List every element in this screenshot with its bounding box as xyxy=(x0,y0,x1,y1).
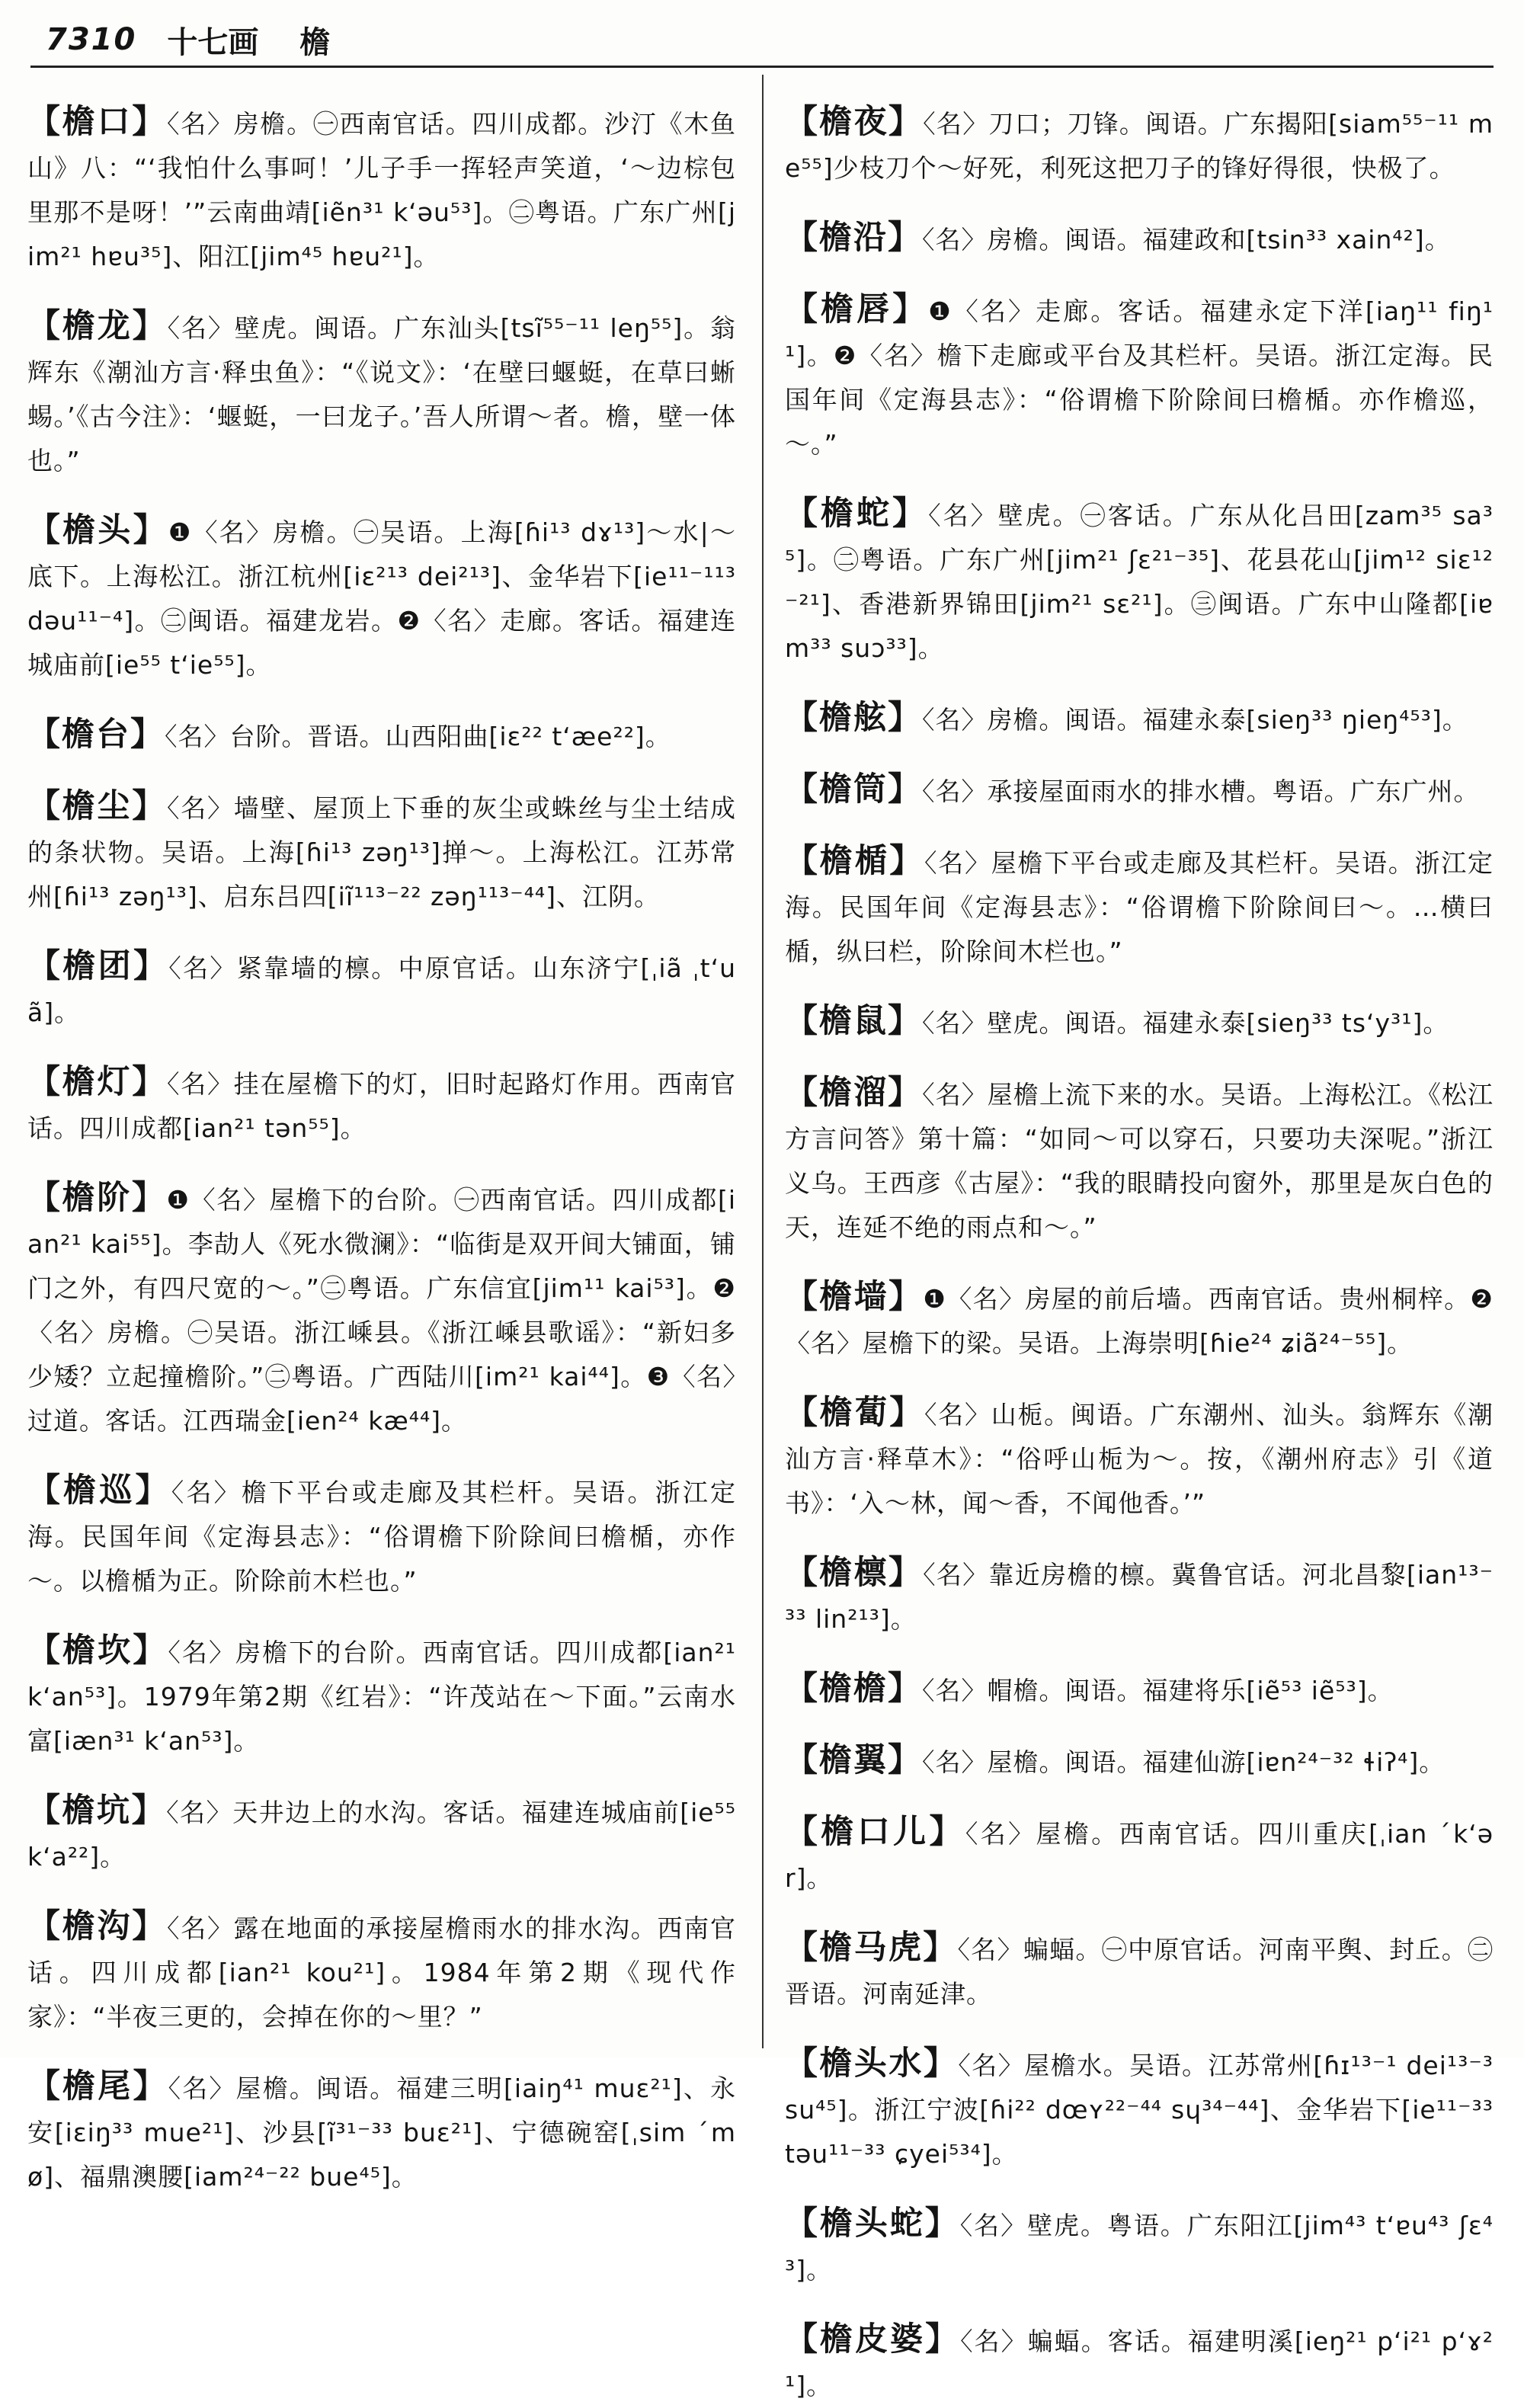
entry-definition: ❶〈名〉走廊。客话。福建永定下洋[iaŋ¹¹ fiŋ¹¹]。❷〈名〉檐下走廊或平台及其栏杆。吴语。浙江定海。民国年间《定海县志》：“俗谓檐下阶除间曰檐楯。亦作檐巡，～。” xyxy=(785,296,1494,459)
head-character: 檐 xyxy=(299,24,331,60)
entry-definition: 〈名〉露在地面的承接屋檐雨水的排水沟。西南官话。四川成都[ian²¹ kou²¹]。1984年第2期《现代作家》：“半夜三更的，会掉在你的～里？” xyxy=(27,1913,737,2032)
entry-definition: 〈名〉屋檐上流下来的水。吴语。上海松江。《松江方言问答》第十篇：“如同～可以穿石，只要功夫深呢。”浙江义乌。王西彦《古屋》：“我的眼睛投向窗外，那里是灰白色的天，连延不绝的雨点和～。” xyxy=(785,1080,1494,1242)
entry-definition: 〈名〉蝙蝠。㊀中原官话。河南平舆、封丘。㊁晋语。河南延津。 xyxy=(785,1935,1494,2009)
entry-definition: ❶〈名〉房檐。㊀吴语。上海[ɦi¹³ dɤ¹³]～水|～底下。上海松江。浙江杭州[iɛ²¹³ dei²¹³]、金华岩下[ie¹¹⁻¹¹³ dəu¹¹⁻⁴]。㊁闽语。福建龙岩。❷〈名〉走廊。客话。福建连城庙前[ie⁵⁵ t‘ie⁵⁵]。 xyxy=(27,517,737,680)
entry-headword: 【檐翼】 xyxy=(785,1741,922,1779)
dictionary-entry xyxy=(27,1468,736,1603)
dictionary-entry xyxy=(27,944,736,1035)
entry-headword: 【檐楯】 xyxy=(785,842,924,880)
entry-definition: 〈名〉房檐。㊀西南官话。四川成都。沙汀《木鱼山》八：“‘我怕什么事呵！’儿子手一挥轻声笑道，‘～边棕包里那不是呀！’”云南曲靖[iẽn³¹ k‘əu⁵³]。㊁粤语。广东广州[jim²¹ hɐu³⁵]、阳江[jim⁴⁵ hɐu²¹]。 xyxy=(27,109,737,271)
entry-definition: 〈名〉屋檐。闽语。福建三明[iaiŋ⁴¹ muɛ²¹]、永安[iɛiŋ³³ mue²¹]、沙县[ĩ³¹⁻³³ buɛ²¹]、宁德碗窑[ˌsim ˊmø]、福鼎澳腰[iam²⁴⁻²² bue⁴⁵]。 xyxy=(27,2073,736,2192)
entry-headword: 【檐坑】 xyxy=(27,1792,167,1830)
dictionary-entry xyxy=(785,1275,1494,1366)
entry-definition: 〈名〉房檐。闽语。福建政和[tsin³³ xain⁴²]。 xyxy=(922,225,1451,255)
entry-definition: 〈名〉挂在屋檐下的灯，旧时起路灯作用。西南官话。四川成都[ian²¹ tən⁵⁵]。 xyxy=(27,1069,737,1143)
entry-headword: 【檐头蛇】 xyxy=(785,2205,960,2243)
dictionary-entry xyxy=(785,1551,1494,1641)
entry-definition: 〈名〉台阶。晋语。山西阳曲[iɛ²² t‘æe²²]。 xyxy=(165,722,671,751)
entry-headword: 【檐唇】 xyxy=(785,290,929,328)
dictionary-entry xyxy=(785,839,1494,974)
dictionary-entry xyxy=(27,1788,736,1879)
entry-definition: ❶〈名〉房屋的前后墙。西南官话。贵州桐梓。❷〈名〉屋檐下的梁。吴语。上海崇明[ɦie²⁴ ʑiã²⁴⁻⁵⁵]。 xyxy=(785,1284,1494,1358)
dictionary-entry xyxy=(27,1176,736,1443)
entry-headword: 【檐皮婆】 xyxy=(785,2320,961,2358)
dictionary-entry xyxy=(785,2041,1494,2176)
entry-headword: 【檐灯】 xyxy=(27,1063,167,1101)
entry-definition: 〈名〉屋檐。闽语。福建仙游[iɐn²⁴⁻³² ɬiʔ⁴]。 xyxy=(922,1747,1446,1777)
entry-definition: 〈名〉屋檐下平台或走廊及其栏杆。吴语。浙江定海。民国年间《定海县志》：“俗谓檐下阶除间曰～。…横曰楯，纵曰栏，阶除间木栏也。” xyxy=(785,848,1494,966)
entry-headword: 【檐尘】 xyxy=(27,787,167,825)
entry-headword: 【檐台】 xyxy=(27,716,165,754)
dictionary-entry xyxy=(785,1926,1494,2016)
entry-definition: 〈名〉房檐。闽语。福建永泰[sieŋ³³ ŋieŋ⁴⁵³]。 xyxy=(922,705,1468,735)
entry-headword: 【檐团】 xyxy=(27,947,169,985)
entry-definition: 〈名〉壁虎。㊀客话。广东从化吕田[zam³⁵ sa³⁵]。㊁粤语。广东广州[jim²¹ ʃɛ²¹⁻³⁵]、花县花山[jim¹² siɛ¹²⁻²¹]、香港新界锦田[jim²¹ sɛ²¹]。㊂闽语。广东中山隆都[iɐm³³ suɔ³³]。 xyxy=(785,501,1494,663)
entry-headword: 【檐马虎】 xyxy=(785,1929,958,1967)
dictionary-entry xyxy=(785,100,1494,191)
entry-headword: 【檐巡】 xyxy=(27,1471,171,1510)
dictionary-entry xyxy=(27,712,736,759)
entry-definition: 〈名〉刀口；刀锋。闽语。广东揭阳[siam⁵⁵⁻¹¹ me⁵⁵]少枝刀个～好死，利死这把刀子的锋好得很，快极了。 xyxy=(785,109,1494,183)
entry-headword: 【檐鼠】 xyxy=(785,1002,922,1040)
dictionary-entry xyxy=(27,304,736,483)
entry-headword: 【檐尾】 xyxy=(27,2067,168,2105)
entry-headword: 【檐檩】 xyxy=(785,1554,924,1592)
left-column xyxy=(27,75,737,2192)
dictionary-entry xyxy=(785,2317,1494,2408)
header-rule xyxy=(30,66,1494,68)
dictionary-entry xyxy=(27,100,736,279)
dictionary-entry xyxy=(785,287,1494,466)
dictionary-entry xyxy=(785,696,1494,742)
entry-definition: 〈名〉房檐下的台阶。西南官话。四川成都[ian²¹ k‘an⁵³]。1979年第2期《红岩》：“许茂站在～下面。”云南水富[iæn³¹ k‘an⁵³]。 xyxy=(27,1638,737,1756)
dictionary-entry xyxy=(785,1071,1494,1250)
dictionary-entry xyxy=(785,216,1494,262)
entry-headword: 【檐头水】 xyxy=(785,2045,959,2083)
dictionary-entry xyxy=(785,1391,1494,1526)
entry-headword: 【檐坎】 xyxy=(27,1631,168,1670)
entry-headword: 【檐阶】 xyxy=(27,1179,167,1217)
entry-headword: 【檐沿】 xyxy=(785,219,922,257)
entry-definition: 〈名〉壁虎。粤语。广东阳江[jim⁴³ t‘ɐu⁴³ ʃɛ⁴³]。 xyxy=(785,2211,1494,2285)
dictionary-entry xyxy=(785,1810,1494,1900)
entry-definition: 〈名〉靠近房檐的檩。冀鲁官话。河北昌黎[ian¹³⁻³³ lin²¹³]。 xyxy=(785,1560,1494,1634)
entry-headword: 【檐口儿】 xyxy=(785,1813,965,1851)
stroke-section-label: 十七画 xyxy=(167,24,259,60)
entry-definition: 〈名〉帽檐。闽语。福建将乐[iẽ⁵³ iẽ⁵³]。 xyxy=(922,1676,1394,1705)
entry-headword: 【檐筒】 xyxy=(785,770,922,809)
entry-headword: 【檐舷】 xyxy=(785,699,922,737)
entry-headword: 【檐夜】 xyxy=(785,103,924,141)
dictionary-entry xyxy=(785,999,1494,1045)
dictionary-entry xyxy=(27,1060,736,1151)
dictionary-entry xyxy=(27,1904,736,2039)
entry-definition: 〈名〉承接屋面雨水的排水槽。粤语。广东广州。 xyxy=(922,777,1480,806)
entry-definition: 〈名〉屋檐。西南官话。四川重庆[ˌian ˊk‘ər]。 xyxy=(785,1819,1494,1893)
dictionary-entry xyxy=(785,767,1494,814)
entry-headword: 【檐檐】 xyxy=(785,1670,922,1708)
entry-definition: 〈名〉壁虎。闽语。福建永泰[sieŋ³³ ts‘y³¹]。 xyxy=(922,1008,1449,1038)
dictionary-entry xyxy=(27,1628,736,1763)
entry-headword: 【檐蛇】 xyxy=(785,495,929,533)
entry-definition: ❶〈名〉屋檐下的台阶。㊀西南官话。四川成都[ian²¹ kai⁵⁵]。李劼人《死水微澜》：“临街是双开间大铺面，铺门之外，有四尺宽的～。”㊁粤语。广东信宜[jim¹¹ kai⁵³]。❷〈名〉房檐。㊀吴语。浙江嵊县。《浙江嵊县歌谣》：“新妇多少矮？立起撞檐阶。”㊁粤语。广西陆川[im²¹ kai⁴⁴]。❸〈名〉过道。客话。江西瑞金[ien²⁴ kæ⁴⁴]。 xyxy=(27,1185,736,1436)
entry-definition: 〈名〉檐下平台或走廊及其栏杆。吴语。浙江定海。民国年间《定海县志》：“俗谓檐下阶除间曰檐楯，亦作～。以檐楯为正。阶除前木栏也。” xyxy=(27,1478,736,1596)
entry-definition: 〈名〉墙壁、屋顶上下垂的灰尘或蛛丝与尘土结成的条状物。吴语。上海[ɦi¹³ zəŋ¹³]掸～。上海松江。江苏常州[ɦi¹³ zəŋ¹³]、启东吕四[iĩ¹¹³⁻²² zəŋ¹¹³⁻⁴⁴]、江阴。 xyxy=(27,793,737,911)
dictionary-entry xyxy=(27,784,736,919)
entry-definition: 〈名〉紧靠墙的檩。中原官话。山东济宁[ˌiã ˌt‘uã]。 xyxy=(27,953,736,1027)
entry-headword: 【檐头】 xyxy=(27,511,168,549)
dictionary-entry xyxy=(785,1667,1494,1713)
entry-headword: 【檐口】 xyxy=(27,103,167,141)
entry-headword: 【檐龙】 xyxy=(27,307,168,345)
entry-definition: 〈名〉蝙蝠。客话。福建明溪[ieŋ²¹ p‘i²¹ p‘ɤ²¹]。 xyxy=(785,2326,1494,2400)
page-number: 7310 xyxy=(46,22,137,57)
entry-definition: 〈名〉山栀。闽语。广东潮州、汕头。翁辉东《潮汕方言·释草木》：“俗呼山栀为～。按，《潮州府志》引《道书》：‘入～林，闻～香，不闻他香。’” xyxy=(785,1400,1494,1518)
dictionary-entry xyxy=(27,508,736,687)
entry-headword: 【檐蔔】 xyxy=(785,1394,924,1432)
entry-definition: 〈名〉天井边上的水沟。客话。福建连城庙前[ie⁵⁵ k‘a²²]。 xyxy=(27,1798,737,1872)
entry-definition: 〈名〉壁虎。闽语。广东汕头[tsĩ⁵⁵⁻¹¹ leŋ⁵⁵]。翁辉东《潮汕方言·释虫鱼》：“《说文》：‘在壁曰蝘蜓，在草曰蜥蜴。’《古今注》：‘蝘蜓，一曰龙子。’吾人所谓～者。檐，壁一体也。” xyxy=(27,313,737,476)
entry-headword: 【檐溜】 xyxy=(785,1074,923,1112)
dictionary-entry xyxy=(785,1738,1494,1785)
right-column xyxy=(785,75,1494,2400)
dictionary-entry xyxy=(27,2064,736,2199)
entry-headword: 【檐沟】 xyxy=(27,1907,167,1945)
dictionary-entry xyxy=(785,2201,1494,2292)
dictionary-entry xyxy=(785,492,1494,671)
entry-definition: 〈名〉屋檐水。吴语。江苏常州[ɦɪ¹³⁻¹ dei¹³⁻³ su⁴⁵]。浙江宁波[ɦi²² dœʏ²²⁻⁴⁴ sɥ³⁴⁻⁴⁴]、金华岩下[ie¹¹⁻³³ təu¹¹⁻³³ ɕyei⁵³⁴]。 xyxy=(785,2051,1494,2169)
entry-headword: 【檐墙】 xyxy=(785,1278,924,1316)
running-head xyxy=(46,17,330,62)
column-divider xyxy=(762,75,764,2048)
